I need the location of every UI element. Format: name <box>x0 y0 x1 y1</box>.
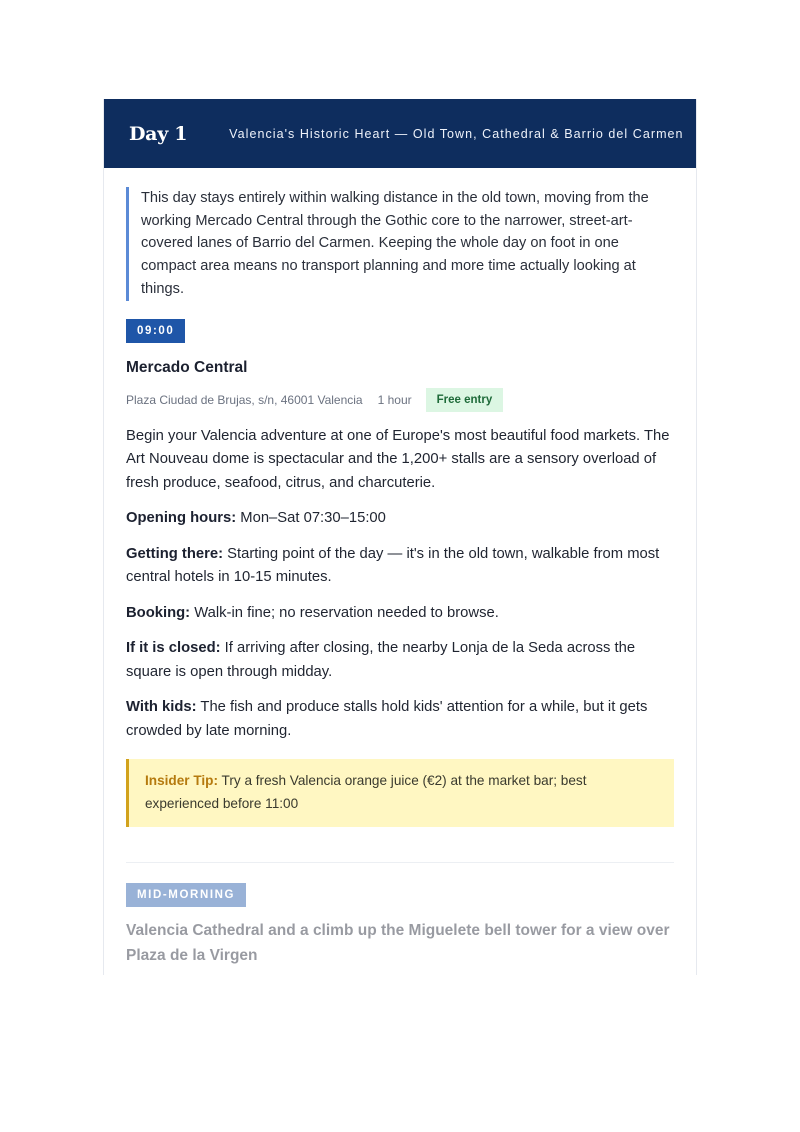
time-badge: 09:00 <box>126 319 185 343</box>
stop-title: Mercado Central <box>126 358 248 376</box>
time-badge: MID-MORNING <box>126 883 246 907</box>
stop-description: Begin your Valencia adventure at one of Europe's most beautiful food markets. The Art Nouveau dome is spectacular and the 1,200+ stalls are a sensory overload of fresh produce, seafood, citrus, and charcuterie. <box>126 427 670 491</box>
day-card <box>103 99 697 975</box>
next-stop-item <box>126 863 674 968</box>
fact-if-closed <box>126 637 674 684</box>
fact-opening-hours <box>126 507 674 531</box>
day-label: Day 1 <box>129 122 188 145</box>
fact-text: Mon–Sat 07:30–15:00 <box>236 510 386 527</box>
fact-with-kids <box>126 696 674 743</box>
fact-text: Walk-in fine; no reservation needed to browse. <box>190 604 499 621</box>
fact-label: If it is closed: <box>126 640 221 657</box>
fact-label: With kids: <box>126 699 197 716</box>
fact-booking <box>126 602 674 626</box>
day-subtitle: Valencia's Historic Heart — Old Town, Cathedral & Barrio del Carmen <box>229 126 684 141</box>
tip-label: Insider Tip: <box>145 773 219 789</box>
fact-label: Opening hours: <box>126 510 237 527</box>
day-body <box>104 168 696 968</box>
fact-text: If arriving after closing, the nearby Lonja de la Seda across the square is open through midday. <box>126 640 636 680</box>
fact-text: The fish and produce stalls hold kids' attention for a while, but it gets crowded by late morning. <box>126 699 648 739</box>
day-header <box>104 99 696 168</box>
day-intro: This day stays entirely within walking distance in the old town, moving from the working Mercado Central through the Gothic core to the narrower, street-art-covered lanes of Barrio del Carmen. Keeping the whole day on foot in one compact area means no transport planning and more time actually looking at things. <box>126 187 674 301</box>
stop-meta <box>126 388 674 412</box>
stop-title: Valencia Cathedral and a climb up the Miguelete bell tower for a view over Plaza de la Virgen <box>126 922 670 965</box>
tip-text: Try a fresh Valencia orange juice (€2) at the market bar; best experienced before 11:00 <box>145 773 587 811</box>
fact-label: Getting there: <box>126 545 224 562</box>
stop-address: Plaza Ciudad de Brujas, s/n, 46001 Valencia <box>126 392 363 407</box>
fact-text: Starting point of the day — it's in the old town, walkable from most central hotels in 10-15 minutes. <box>126 545 660 586</box>
fact-getting-there <box>126 543 674 590</box>
stop-item <box>126 319 674 828</box>
insider-tip <box>126 759 674 827</box>
fact-label: Booking: <box>126 604 191 621</box>
price-badge: Free entry <box>426 388 504 412</box>
stop-duration: 1 hour <box>377 392 412 407</box>
